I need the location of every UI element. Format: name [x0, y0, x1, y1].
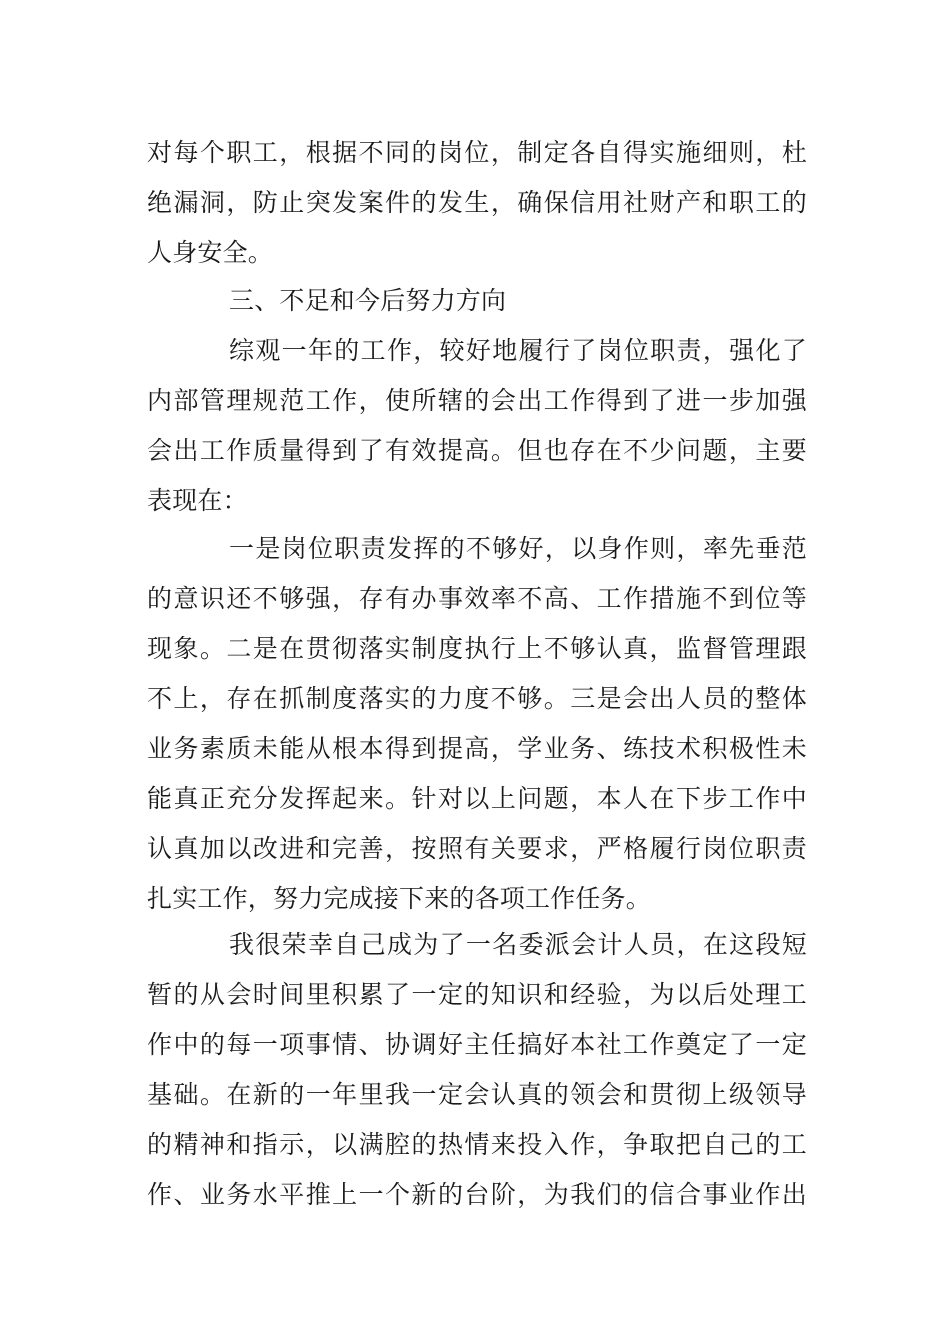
text-line: 人身安全。 — [147, 238, 274, 267]
text-line: 扎实工作，努力完成接下来的各项工作任务。 — [147, 884, 652, 913]
section-heading-block — [147, 276, 807, 326]
paragraph-1 — [147, 128, 807, 278]
text-line: 作中的每一项事情、协调好主任搞好本社工作奠定了一定 — [147, 1030, 807, 1059]
text-line: 暂的从会时间里积累了一定的知识和经验，为以后处理工 — [147, 980, 807, 1009]
text-line: 表现在： — [147, 486, 248, 515]
paragraph-4 — [147, 920, 807, 1220]
text-line: 作、业务水平推上一个新的台阶，为我们的信合事业作出 — [147, 1180, 807, 1209]
text-line: 内部管理规范工作，使所辖的会出工作得到了进一步加强 — [147, 386, 807, 415]
text-line: 不上，存在抓制度落实的力度不够。三是会出人员的整体 — [147, 684, 807, 713]
text-line: 现象。二是在贯彻落实制度执行上不够认真，监督管理跟 — [147, 634, 807, 663]
paragraph-3 — [147, 524, 807, 924]
text-line: 能真正充分发挥起来。针对以上问题，本人在下步工作中 — [147, 784, 807, 813]
text-line: 的意识还不够强，存有办事效率不高、工作措施不到位等 — [147, 584, 807, 613]
text-line: 我很荣幸自己成为了一名委派会计人员，在这段短 — [229, 930, 807, 959]
text-line: 绝漏洞，防止突发案件的发生，确保信用社财产和职工的 — [147, 188, 807, 217]
section-heading: 三、不足和今后努力方向 — [229, 286, 507, 315]
text-line: 认真加以改进和完善，按照有关要求，严格履行岗位职责 — [147, 834, 807, 863]
paragraph-2 — [147, 326, 807, 526]
text-line: 对每个职工，根据不同的岗位，制定各自得实施细则，杜 — [147, 138, 807, 167]
text-line: 会出工作质量得到了有效提高。但也存在不少问题，主要 — [147, 436, 807, 465]
text-line: 的精神和指示，以满腔的热情来投入作，争取把自己的工 — [147, 1130, 807, 1159]
text-line: 一是岗位职责发挥的不够好，以身作则，率先垂范 — [229, 534, 807, 563]
text-line: 综观一年的工作，较好地履行了岗位职责，强化了 — [229, 336, 807, 365]
text-line: 基础。在新的一年里我一定会认真的领会和贯彻上级领导 — [147, 1080, 807, 1109]
text-line: 业务素质未能从根本得到提高，学业务、练技术积极性未 — [147, 734, 807, 763]
